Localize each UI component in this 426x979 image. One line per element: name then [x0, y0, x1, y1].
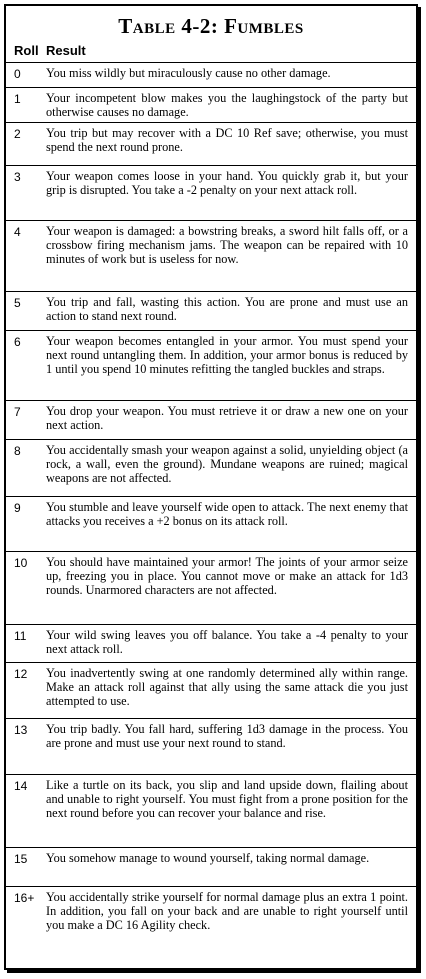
result-cell: Your incompetent blow makes you the laughingstock of the party but otherwise causes no damage.: [46, 91, 408, 120]
roll-cell: 4: [14, 225, 21, 239]
table-row: [6, 719, 416, 775]
result-cell: Your weapon is damaged: a bowstring breaks, a sword hilt falls off, or a crossbow firing mechanism jams. The weapon can be repaired with 10 minutes of work but is useless for now.: [46, 224, 408, 267]
result-cell: You accidentally smash your weapon against a solid, unyielding object (a rock, a wall, even the ground). Mundane weapons are ruined; magical weapons are not affected.: [46, 443, 408, 486]
result-cell: Your wild swing leaves you off balance. You take a -4 penalty to your next attack roll.: [46, 628, 408, 657]
result-cell: You inadvertently swing at one randomly determined ally within range. Make an attack roll against that ally using the same attack die you just attempted to use.: [46, 666, 408, 709]
result-cell: You should have maintained your armor! The joints of your armor seize up, freezing you in place. You cannot move or make an attack for 1d3 rounds. Unarmored characters are not affected.: [46, 555, 408, 598]
table-body: [6, 63, 416, 943]
roll-cell: 11: [14, 629, 27, 643]
table-header: [6, 40, 416, 63]
roll-cell: 8: [14, 444, 21, 458]
result-cell: Your weapon becomes entangled in your armor. You must spend your next round untangling them. In addition, your armor bonus is reduced by 1 until you spend 10 minutes refitting the tangled buckles and straps.: [46, 334, 408, 377]
table-row: [6, 401, 416, 440]
result-cell: Your weapon comes loose in your hand. You quickly grab it, but your grip is disrupted. You take a -2 penalty on your next attack roll.: [46, 169, 408, 198]
result-cell: Like a turtle on its back, you slip and land upside down, flailing about and unable to right yourself. You must fight from a prone position for the next round before you can recover your balance and rise.: [46, 778, 408, 821]
result-cell: You stumble and leave yourself wide open to attack. The next enemy that attacks you receives a +2 bonus on its attack roll.: [46, 500, 408, 529]
table-row: [6, 497, 416, 552]
table-row: [6, 166, 416, 221]
table-row: [6, 123, 416, 166]
roll-cell: 16+: [14, 891, 35, 905]
roll-cell: 12: [14, 667, 28, 681]
table-row: [6, 221, 416, 292]
fumbles-table: [4, 4, 418, 970]
result-column-header: Result: [46, 43, 86, 58]
roll-cell: 14: [14, 779, 28, 793]
result-cell: You drop your weapon. You must retrieve it or draw a new one on your next action.: [46, 404, 408, 433]
roll-cell: 5: [14, 296, 21, 310]
roll-cell: 7: [14, 405, 21, 419]
result-cell: You trip badly. You fall hard, suffering 1d3 damage in the process. You are prone and must use your next round to stand.: [46, 722, 408, 751]
roll-cell: 6: [14, 335, 21, 349]
roll-column-header: Roll: [14, 43, 39, 58]
table-row: [6, 663, 416, 719]
roll-cell: 1: [14, 92, 21, 106]
result-cell: You trip and fall, wasting this action. You are prone and must use an action to stand next round.: [46, 295, 408, 324]
table-row: [6, 887, 416, 943]
roll-cell: 0: [14, 67, 21, 81]
result-cell: You miss wildly but miraculously cause no other damage.: [46, 66, 331, 80]
table-row: [6, 292, 416, 331]
table-title: Table 4-2: Fumbles: [118, 14, 304, 38]
roll-cell: 13: [14, 723, 28, 737]
table-row: [6, 440, 416, 497]
roll-cell: 10: [14, 556, 28, 570]
table-row: [6, 552, 416, 625]
roll-cell: 3: [14, 170, 21, 184]
table-row: [6, 88, 416, 123]
table-row: [6, 63, 416, 88]
roll-cell: 2: [14, 127, 21, 141]
roll-cell: 15: [14, 852, 28, 866]
table-row: [6, 331, 416, 401]
result-cell: You trip but may recover with a DC 10 Ref save; otherwise, you must spend the next round prone.: [46, 126, 408, 155]
result-cell: You somehow manage to wound yourself, taking normal damage.: [46, 851, 370, 865]
table-row: [6, 775, 416, 848]
table-row: [6, 848, 416, 887]
roll-cell: 9: [14, 501, 21, 515]
table-row: [6, 625, 416, 663]
result-cell: You accidentally strike yourself for normal damage plus an extra 1 point. In addition, you fall on your back and are unable to right yourself until you make a DC 16 Agility check.: [46, 890, 408, 933]
